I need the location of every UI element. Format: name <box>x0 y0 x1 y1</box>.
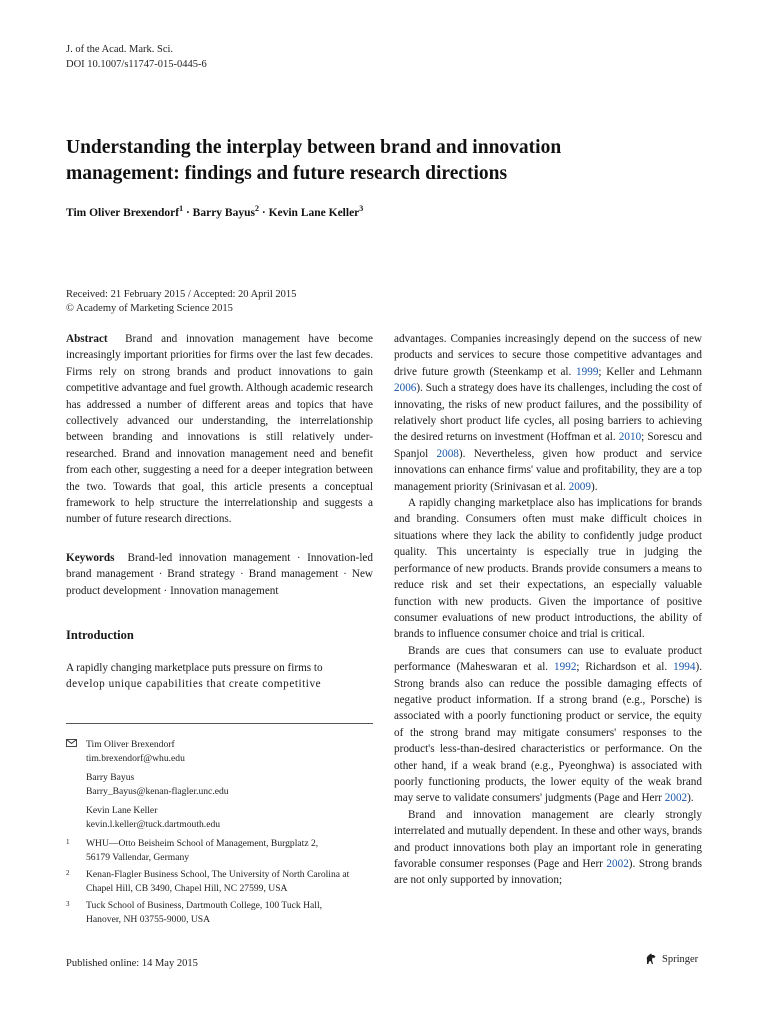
author-separator: · <box>185 207 190 219</box>
affiliation-line: Chapel Hill, CB 3490, Chapel Hill, NC 27599, USA <box>86 882 288 894</box>
body-paragraph: advantages. Companies increasingly depend on the success of new products and services to secure those competitive advantages and drive future growth (Steenkamp et al. 1999; Keller and Lehmann 2006). Such a strategy does have its challenges, including the cost of innovating, the risks of new product failures, and the possibility of relatively short product life cycles, all posing barriers to achieving the desired returns on investment (Hoffman et al. 2010; Sorescu and Spanjol 2008). Nevertheless, given how product and service innovations can enhance firms' value and profitability, they are a top management priority (Srinivasan et al. 2009). <box>394 333 702 493</box>
affiliation-number: 3 <box>66 900 70 908</box>
intro-line-1: A rapidly changing marketplace puts pressure on firms to <box>66 661 323 674</box>
keywords-text: Brand-led innovation management · Innovation-led brand management · Brand strategy · Brand management · New product development · Innovation management <box>66 551 373 597</box>
keywords <box>66 550 373 599</box>
contact-name: Tim Oliver Brexendorf <box>86 739 175 750</box>
contact-email[interactable]: tim.brexendorf@whu.edu <box>86 752 185 764</box>
introduction-text <box>66 660 373 693</box>
author-separator: · <box>261 207 266 219</box>
contact-block <box>66 804 366 831</box>
abstract-text: Brand and innovation management have become increasingly important priorities for firms over the last few decades. Firms rely on strong brands and product innovations to gain competitive advantage and fuel growth. Although academic research has addressed a number of different areas and topics that have collectively advanced our understanding, the interrelationship between branding and innovations is still relatively under-researched. Brand and innovation management need and benefit from each other, suggesting a need for a deeper integration between the two. Towards that goal, this article presents a conceptual framework to help structure the interrelationship and suggests a number of future research directions. <box>66 333 373 526</box>
contact-email[interactable]: Barry_Bayus@kenan-flagler.unc.edu <box>86 785 229 797</box>
envelope-icon <box>66 739 77 747</box>
affiliation-line: Hanover, NH 03755-9000, USA <box>86 913 211 925</box>
title-line-2: management: findings and future research directions <box>66 163 508 184</box>
affiliation-line: Kenan-Flagler Business School, The University of North Carolina at <box>86 869 350 880</box>
citation-link[interactable]: 2002 <box>606 858 629 870</box>
copyright-line: © Academy of Marketing Science 2015 <box>66 303 233 314</box>
abstract-label: Abstract <box>66 333 108 345</box>
journal-header <box>66 42 207 72</box>
author-affiliation-mark: 1 <box>179 204 184 213</box>
author-affiliation-mark: 3 <box>359 204 364 213</box>
springer-horse-icon <box>644 952 658 966</box>
body-paragraph: Brands are cues that consumers can use to evaluate product performance (Maheswaran et al. 1992; Richardson et al. 1994). Strong brands also can reduce the possible damaging effects of negative product information. If a strong brand (e.g., Porsche) is associated with a poorly functioning product or service, the equity of the strong brand may mitigate consumers' responses to the product's less-than-desired characteristics or performance. On the other hand, if a weak brand (e.g., Pyeonghwa) is associated with poorly functioning products, the lower equity of the weak brand may serve to validate consumers' judgments (Page and Herr 2002). <box>394 644 702 805</box>
publisher-name: Springer <box>662 953 699 965</box>
affiliation <box>66 899 373 926</box>
citation-link[interactable]: 2006 <box>394 382 417 395</box>
affiliation <box>66 868 373 895</box>
citation-link[interactable]: 2010 <box>618 431 642 444</box>
affiliation-line: 56179 Vallendar, Germany <box>86 851 190 863</box>
article-dates <box>66 288 296 316</box>
citation-link[interactable]: 1999 <box>576 365 599 378</box>
footnote-divider <box>66 723 373 724</box>
body-paragraph: Brand and innovation management are clearly strongly interrelated and mutually dependent. In these and other ways, brands and product innovations both play an important role in generating favorable consumer responses (Page and Herr 2002). Strong brands are not only supported by innovation; <box>394 808 703 887</box>
body-paragraph: A rapidly changing marketplace also has implications for brands and branding. Consumers often must make difficult choices in situations where they lack the ability to confidently judge product quality. This uncertainty is especially true in judging the performance of new products. Brands provide consumers a means to reduce risk and set their expectations, an especially valuable function with new products. Given the importance of positive consumer evaluations of new product introductions, the ability of brands to influence consumer choice and trial is critical. <box>394 497 702 641</box>
affiliation-line: Tuck School of Business, Dartmouth College, 100 Tuck Hall, <box>86 900 323 911</box>
author-list <box>66 204 363 219</box>
title-line-1: Understanding the interplay between brand and innovation <box>66 137 562 158</box>
author-contacts <box>66 738 366 837</box>
publisher-logo <box>644 952 698 966</box>
abstract <box>66 331 373 528</box>
contact-name: Barry Bayus <box>86 772 135 783</box>
introduction-heading: Introduction <box>66 628 134 643</box>
contact-block <box>66 738 366 765</box>
keywords-label: Keywords <box>66 551 115 564</box>
received-accepted-dates: Received: 21 February 2015 / Accepted: 20 April 2015 <box>66 289 297 300</box>
author-affiliation-mark: 2 <box>254 204 259 213</box>
affiliation-number: 1 <box>66 838 70 846</box>
paper-title <box>66 135 706 187</box>
citation-link[interactable]: 2009 <box>568 480 591 493</box>
author-name[interactable]: Barry Bayus <box>192 207 255 219</box>
citation-link[interactable]: 1994 <box>673 661 696 674</box>
citation-link[interactable]: 2002 <box>664 792 688 805</box>
affiliation <box>66 837 373 864</box>
published-online-date: Published online: 14 May 2015 <box>66 958 198 969</box>
intro-line-2: develop unique capabilities that create competitive <box>66 677 322 690</box>
right-column <box>394 331 702 889</box>
citation-link[interactable]: 2008 <box>436 447 459 460</box>
affiliation-number: 2 <box>66 869 70 877</box>
contact-name: Kevin Lane Keller <box>86 805 158 816</box>
citation-link[interactable]: 1992 <box>554 661 577 674</box>
author-name[interactable]: Kevin Lane Keller <box>268 207 360 219</box>
left-column <box>66 331 373 692</box>
contact-email[interactable]: kevin.l.keller@tuck.dartmouth.edu <box>86 818 221 830</box>
contact-block <box>66 771 366 798</box>
journal-name: J. of the Acad. Mark. Sci. <box>66 44 174 55</box>
affiliation-line: WHU—Otto Beisheim School of Management, Burgplatz 2, <box>86 838 319 849</box>
journal-doi[interactable]: DOI 10.1007/s11747-015-0445-6 <box>66 59 207 70</box>
author-name[interactable]: Tim Oliver Brexendorf <box>66 207 180 219</box>
